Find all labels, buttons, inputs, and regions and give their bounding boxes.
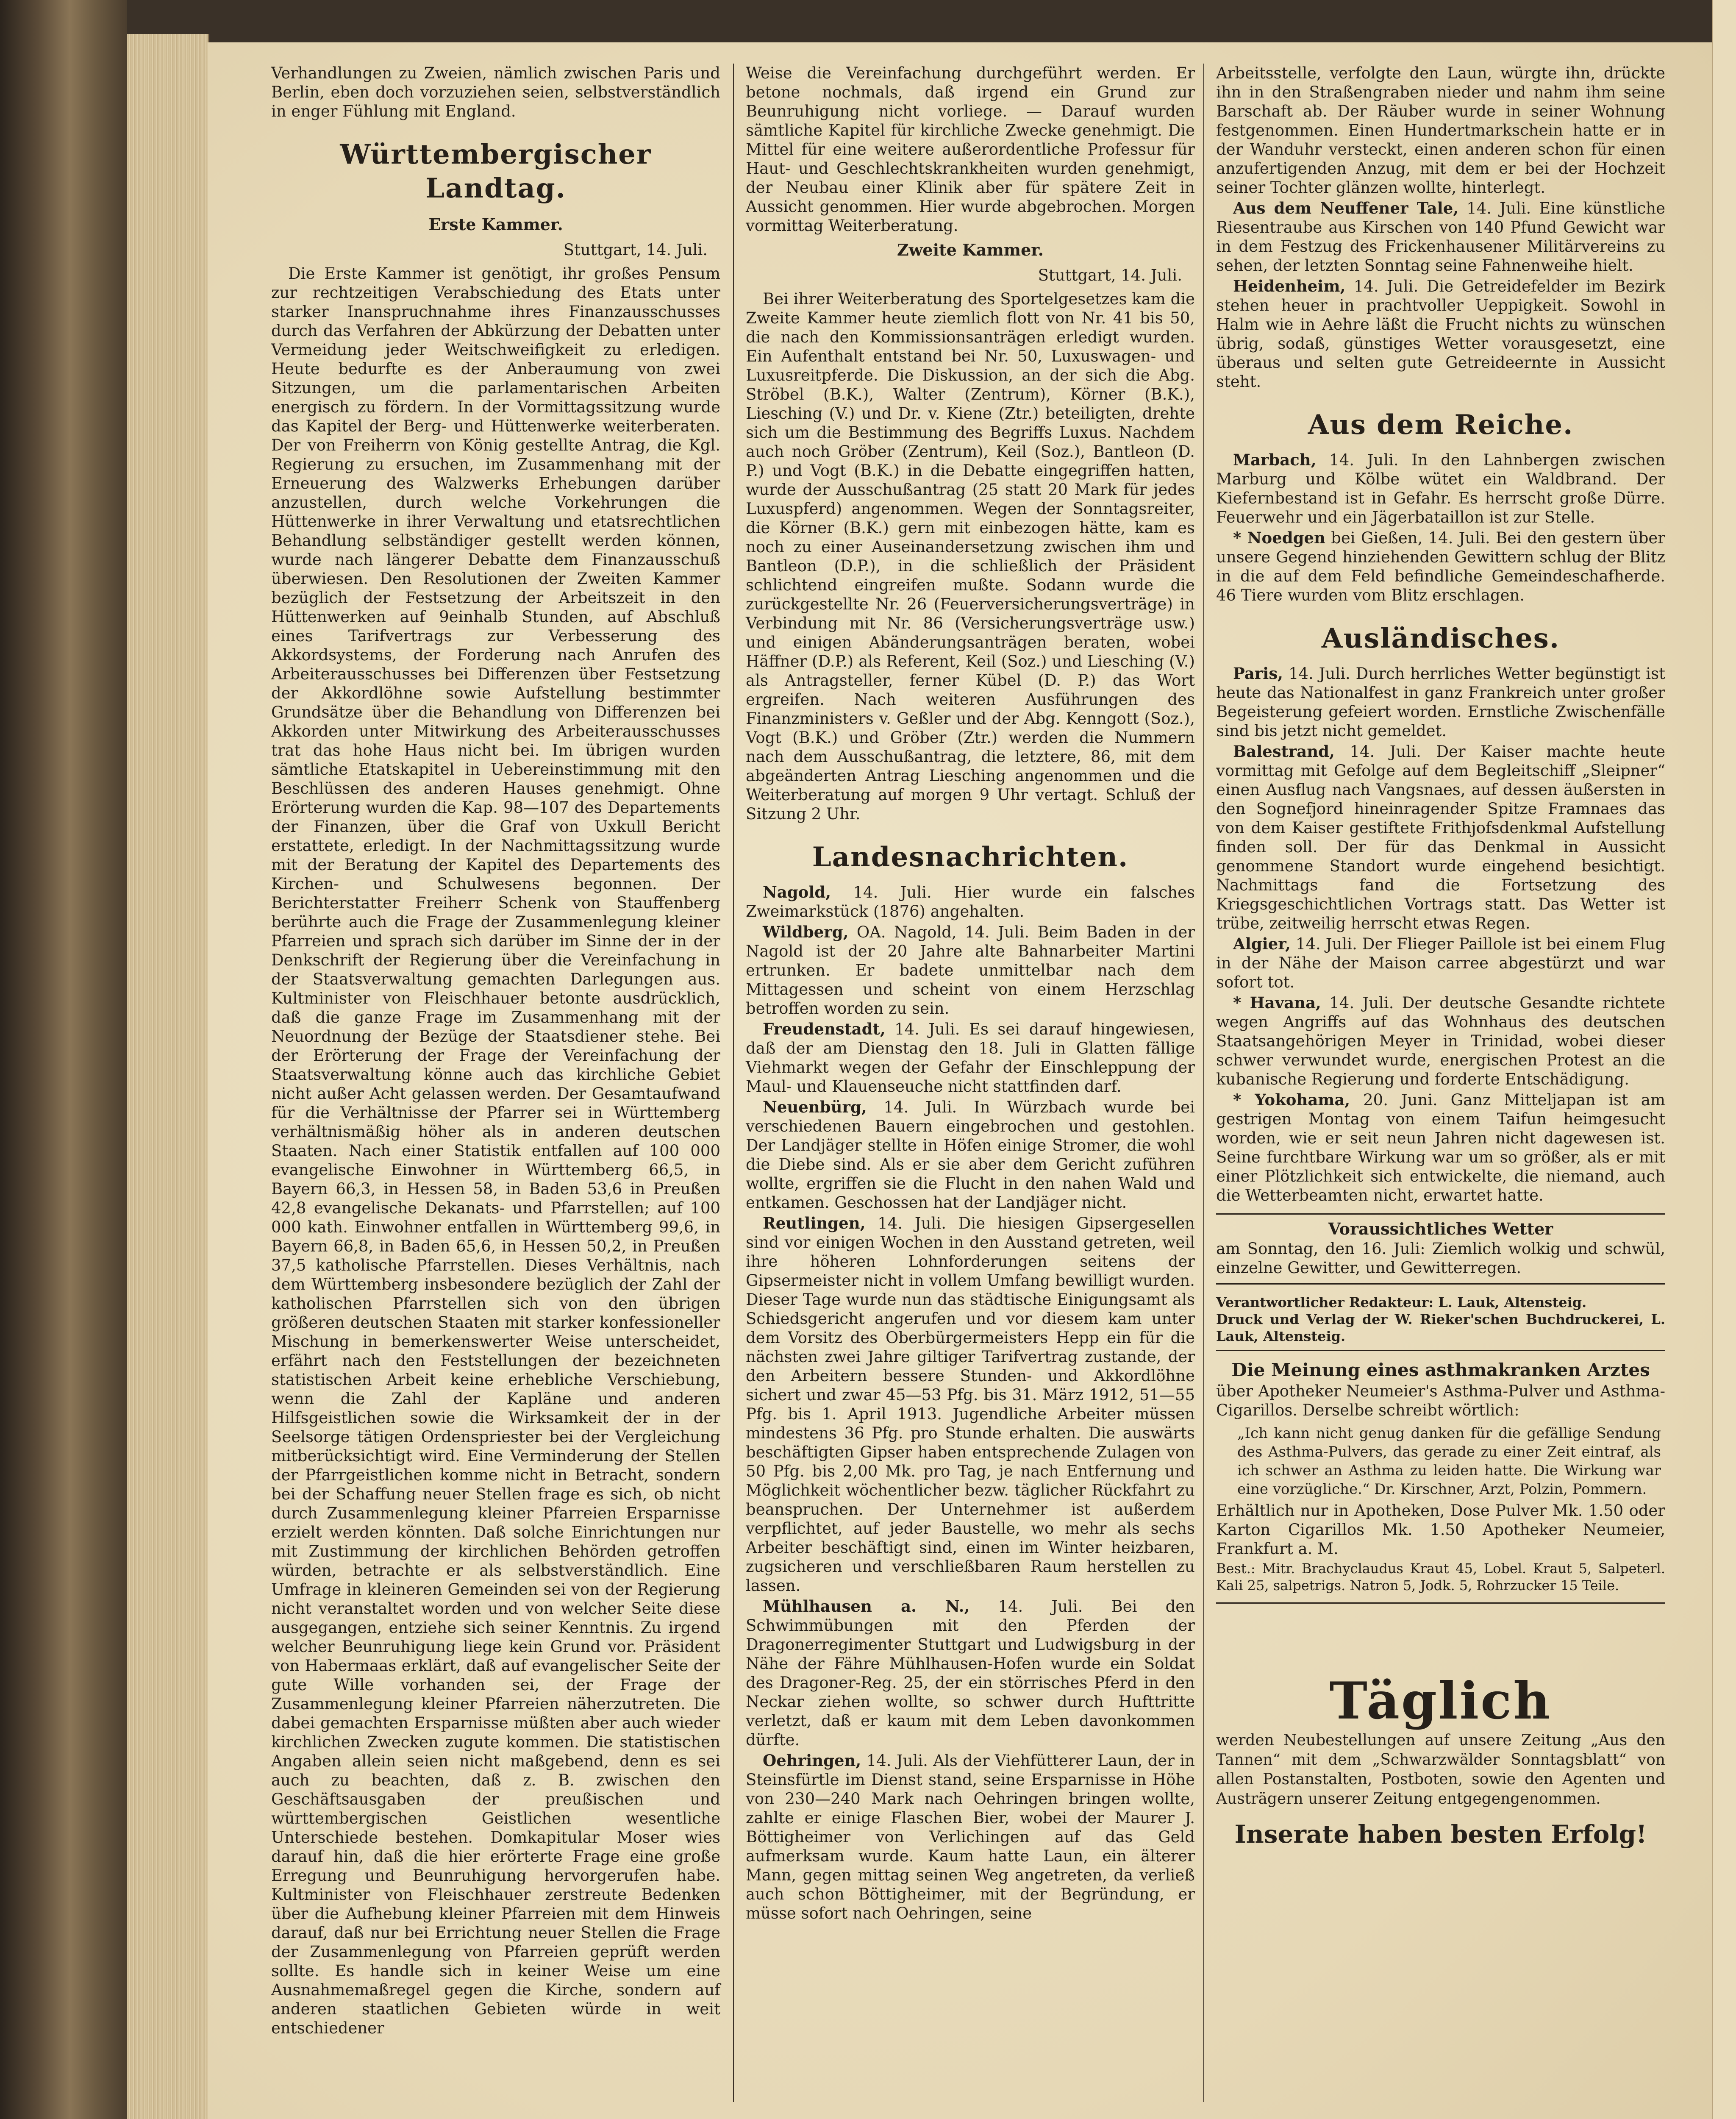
section-title-landtag: Württembergischer Landtag.	[340, 139, 652, 204]
news-place: Aus dem Neuffener Tale,	[1233, 199, 1459, 217]
news-place: * Yokohama,	[1233, 1090, 1350, 1109]
subscription-notice	[1216, 1671, 1665, 1851]
news-item	[1216, 993, 1665, 1089]
news-text: 14. Juli. Bei den Schwimmübungen mit den Pferden der Dragonerregimenter Stuttgart und Ludwigsburg in der Nähe der Fähre Mühlhausen-Hofen wurde ein Soldat des Dragoner-Reg. 25, der ein störrisches Pferd in den Neckar ziehen wollte, so schwer durch Hufttritte verletzt, daß er kaum mit dem Leben davonkommen dürfte.	[746, 1597, 1195, 1749]
ad-ingredients: Best.: Mitr. Brachyclaudus Kraut 45, Lobel. Kraut 5, Salpeterl. Kali 25, salpetrigs. Natron 5, Jodk. 5, Rohrzucker 15 Teile.	[1216, 1560, 1665, 1593]
imprint	[1216, 1289, 1665, 1351]
news-item	[746, 883, 1195, 921]
section-title-reich: Aus dem Reiche.	[1308, 409, 1574, 441]
news-place: Reutlingen,	[763, 1214, 866, 1232]
taeglich-text: werden Neubestellungen auf unsere Zeitung „Aus den Tannen“ mit dem „Schwarzwälder Sonntagsblatt“ von allen Postanstalten, Postboten, sowie den Agenten und Austrägern unserer Zeitung entgegengenommen.	[1216, 1732, 1665, 1808]
news-place: Neuenbürg,	[763, 1098, 867, 1116]
news-text: OA. Nagold, 14. Juli. Beim Baden in der Nagold ist der 20 Jahre alte Bahnarbeiter Martini ertrunken. Er badete unmittelbar nach dem Mittagessen und scheint von einem Herzschlag betroffen worden zu sein.	[746, 923, 1195, 1018]
news-item	[1216, 742, 1665, 933]
news-text: 14. Juli. Eine künstliche Riesentraube aus Kirschen von 140 Pfund Gewicht war in dem Festzug des Frickenhausener Militärvereins zu sehen, der letzten Sonntag seine Fahnenweihe hielt.	[1216, 199, 1665, 275]
chamber1-dateline: Stuttgart, 14. Juli.	[563, 241, 708, 259]
news-place: Paris,	[1233, 664, 1283, 683]
inserate-slogan: Inserate haben besten Erfolg!	[1234, 1820, 1647, 1849]
news-item	[1216, 528, 1665, 605]
news-item	[1216, 934, 1665, 992]
news-item	[1216, 664, 1665, 740]
chamber1-continuation: Weise die Vereinfachung durchgeführt werden. Er betone nochmals, daß irgend ein Grund zur Beunruhigung nicht vorliege. — Darauf wurden sämtliche Kapitel für kirchliche Zwecke genehmigt. Die Mittel für eine weitere außerordentliche Professur für Haut- und Geschlechtskrankheiten wurden genehmigt, der Neubau einer Klinik aber für spätere Zeit in Aussicht genommen. Hier wurde abgebrochen. Morgen vormittag Weiterberatung.	[746, 64, 1195, 235]
weather-title: Voraussichtliches Wetter	[1328, 1219, 1553, 1238]
column-2	[746, 64, 1195, 1924]
news-item	[1216, 450, 1665, 527]
news-place: Heidenheim,	[1233, 277, 1346, 295]
column-rule	[1203, 64, 1204, 2102]
news-text: 20. Juni. Ganz Mitteljapan ist am gestrigen Montag von einem Taifun heimgesucht worden, wie er seit neun Jahren nicht dagewesen ist. Seine furchtbare Wirkung war um so größer, als er mit einer Plötzlichkeit sich entwickelte, die niemand, auch die Wetterbeamten nicht, erwartet hatte.	[1216, 1091, 1665, 1204]
news-place: Marbach,	[1233, 450, 1317, 469]
chamber1-title: Erste Kammer.	[428, 215, 563, 234]
section-title-ausland: Ausländisches.	[1321, 623, 1560, 654]
news-text: 14. Juli. Der deutsche Gesandte richtete wegen Angriffs auf das Wohnhaus des deutschen Staatsangehörigen Meyer in Trinidad, wobei dieser schwer verwundet wurde, energischen Protest an die kubanische Regierung und forderte Entschädigung.	[1216, 994, 1665, 1088]
news-text: 14. Juli. Als der Viehfütterer Laun, der in Steinsfürtle im Dienst stand, seine Ersparnisse in Höhe von 230—240 Mark nach Oehringen bringen wollte, zahlte er einige Flaschen Bier, wobei der Maurer J. Böttigheimer von Verlichingen auf das Geld aufmerksam wurde. Kaum hatte Laun, ein älterer Mann, gegen mittag seinen Weg angetreten, da verließ auch schon Böttigheimer, mit der Begründung, er müsse sofort nach Oehringen, seine	[746, 1752, 1195, 1922]
column-3	[1216, 64, 1665, 1851]
book-binding	[0, 0, 127, 2119]
weather-forecast-box	[1216, 1213, 1665, 1285]
news-text: 14. Juli. In den Lahnbergen zwischen Marburg und Kölbe wütet ein Waldbrand. Der Kiefernbestand ist in Gefahr. Es herrscht große Dürre. Feuerwehr und ein Jägerbataillon ist zur Stelle.	[1216, 451, 1666, 526]
section-title-landesnachrichten: Landesnachrichten.	[812, 841, 1129, 873]
news-text: 14. Juli. Hier wurde ein falsches Zweimarkstück (1876) angehalten.	[746, 883, 1195, 920]
imprint-publisher: Druck und Verlag der W. Rieker'schen Buchdruckerei, L. Lauk, Altensteig.	[1216, 1311, 1665, 1344]
column-1	[271, 64, 720, 2039]
chamber1-article: Die Erste Kammer ist genötigt, ihr großes Pensum zur rechtzeitigen Verabschiedung des Etats unter starker Inanspruchnahme ihres Finanzausschusses durch das Verfahren der Abkürzung der Debatten unter Vermeidung jeder Weitschweifigkeit zu erledigen. Heute bedurfte es der Anberaumung von zwei Sitzungen, um die parlamentarischen Arbeiten energisch zu fördern. In der Vormittagssitzung wurde das Kapitel der Berg- und Hüttenwerke weiterberaten. Der von Freiherrn von König gestellte Antrag, die Kgl. Regierung zu ersuchen, im Zusammenhang mit der Erneuerung des Walzwerks Erhebungen darüber anzustellen, durch welche Vorkehrungen die Hüttenwerke in ihrer Verwaltung und etatsrechtlichen Behandlung selbständiger gestellt werden können, wurde nach längerer Debatte dem Finanzausschuß überwiesen. Den Resolutionen der Zweiten Kammer bezüglich der Festsetzung der Arbeitszeit in den Hüttenwerken auf 9einhalb Stunden, auf Abschluß eines Tarifvertrags zur Verbesserung des Akkordsystems, der Forderung nach Anrufen des Arbeiterausschusses bei Differenzen über Festsetzung der Akkordlöhne sowie Aufstellung bestimmter Grundsätze über die Behandlung von Differenzen bei Akkorden unter Mitwirkung des Arbeiterausschusses trat das hohe Haus nicht bei. Im übrigen wurden sämtliche Etatskapitel in Uebereinstimmung mit den Beschlüssen des anderen Hauses genehmigt. Ohne Erörterung wurden die Kap. 98—107 des Departements der Finanzen, über die Graf von Uxkull Bericht erstattete, erledigt. In der Nachmittagssitzung wurde mit der Beratung der Kapitel des Departements des Kirchen- und Schulwesens begonnen. Der Berichterstatter Freiherr Schenk von Stauffenberg berührte auch die Frage der Zusammenlegung kleiner Pfarreien und sprach sich darüber im Sinne der in der Denkschrift der Regierung über die Vereinfachung in der Staatsverwaltung gemachten Darlegungen aus. Kultminister von Fleischhauer betonte ausdrücklich, daß die ganze Frage im Zusammenhang mit der Neuordnung der Bezüge der Staatsdiener stehe. Bei der Erörterung der Frage der Vereinfachung der Staatsverwaltung könne auch das kirchliche Gebiet nicht außer Acht gelassen werden. Der Gesamtaufwand für die Verhältnisse der Pfarrer sei in Württemberg verhältnismäßig höher als in anderen deutschen Staaten. Nach einer Statistik entfallen auf 100 000 evangelische Einwohner in Württemberg 66,5, in Bayern 66,3, in Hessen 58, in Baden 53,6 in Preußen 42,8 evangelische Dekanats- und Pfarrstellen; auf 100 000 kath. Einwohner entfallen in Württemberg 99,6, in Bayern 66,8, in Baden 65,6, in Hessen 50,2, in Preußen 37,5 katholische Pfarrstellen. Dieses Verhältnis, nach dem Württemberg insbesondere bezüglich der Zahl der katholischen Pfarrstellen sich von den übrigen größeren deutschen Staaten mit starker konfessioneller Mischung in bemerkenswerter Weise unterscheidet, erfährt nach den Feststellungen der bezeichneten statistischen Arbeit keine erhebliche Verschiebung, wenn die Zahl der Kapläne und anderen Hilfsgeistlichen sowie die Wirksamkeit der in der Seelsorge tätigen Ordenspriester bei der Vergleichung mitberücksichtigt wird. Eine Verminderung der Stellen der Pfarrgeistlichen komme nicht in Betracht, sondern bei der Schaffung neuer Stellen frage es sich, ob nicht durch Zusammenlegung kleiner Pfarreien Ersparnisse erzielt werden könnten. Daß solche Einrichtungen nur mit Zustimmung der kirchlichen Behörden getroffen würden, betrachte er als selbstverständlich. Eine Umfrage in kleineren Gemeinden sei von der Regierung nicht veranstaltet worden und von welcher Seite diese ausgegangen, entziehe sich seiner Kenntnis. Zu irgend welcher Beunruhigung liege kein Grund vor. Präsident von Habermaas erklärt, daß auf evangelischer Seite der gute Wille vorhanden sei, der Frage der Zusammenlegung kleiner Pfarreien näherzutreten. Die dabei gemachten Ersparnisse müßten aber auch wieder kirchlichen Zwecken zugute kommen. Die statistischen Angaben allein seien nicht maßgebend, denn es sei auch zu beachten, daß z. B. zwischen den Geschäftsausgaben der preußischen und württembergischen Geistlichen wesentliche Unterschiede bestehen. Domkapitular Moser wies darauf hin, daß die hier erörterte Frage eine große Erregung und Beunruhigung hervorgerufen habe. Kultminister von Fleischhauer zerstreute Bedenken über die Aufhebung kleiner Pfarreien mit dem Hinweis darauf, daß nur bei Errichtung neuer Stellen die Frage der Zusammenlegung von Pfarreien geprüft werden sollte. Es handle sich in keiner Weise um eine Ausnahmemaßregel gegen die Kirche, sondern auf anderen staatlichen Gebieten würde in weit entschiedener	[271, 264, 720, 2037]
chamber2-article: Bei ihrer Weiterberatung des Sportelgesetzes kam die Zweite Kammer heute ziemlich flott von Nr. 41 bis 50, die nach den Kommissionsanträgen erledigt wurden. Ein Aufenthalt entstand bei Nr. 50, Luxuswagen- und Luxusreitpferde. Die Diskussion, an der sich die Abg. Ströbel (B.K.), Walter (Zentrum), Körner (B.K.), Liesching (V.) und Dr. v. Kiene (Ztr.) beteiligten, drehte sich um die Bestimmung des Begriffs Luxus. Nachdem auch noch Gröber (Zentrum), Keil (Soz.), Bantleon (D. P.) und Vogt (B.K.) in die Debatte eingegriffen hatten, wurde der Ausschußantrag (25 statt 20 Mark für jedes Luxuspferd) angenommen. Wegen der Sonntagsreiter, die Körner (B.K.) gern mit einbezogen hätte, kam es noch zu einer Auseinandersetzung zwischen ihm und Bantleon (D.P.), in die schließlich der Präsident schlichtend eingreifen mußte. Sodann wurde die zurückgestellte Nr. 26 (Feuerversicherungsverträge) in Verbindung mit Nr. 86 (Versicherungsverträge usw.) und einigen Abänderungsanträgen beraten, wobei Häffner (D.P.) als Referent, Keil (Soz.) und Liesching (V.) als Antragsteller, ferner Kübel (D. P.) das Wort ergreifen. Nach weiteren Ausführungen des Finanzministers v. Geßler und der Abg. Kenngott (Soz.), Vogt (B.K.) und Gröber (Ztr.) werden die Nummern nach dem Ausschußantrag, die letztere, 86, mit dem abgeänderten Antrag Liesching angenommen und die Weiterberatung auf morgen 9 Uhr vertagt. Schluß der Sitzung 2 Uhr.	[746, 290, 1195, 823]
news-place: Mühlhausen a. N.,	[763, 1597, 970, 1616]
news-place: Nagold,	[763, 883, 831, 901]
news-text: bei Gießen, 14. Juli. Bei den gestern über unsere Gegend hinziehenden Gewittern schlug der Blitz in die auf dem Feld befindliche Gemeindeschafherde. 46 Tiere wurden vom Blitz erschlagen.	[1216, 529, 1665, 604]
news-place: Oehringen,	[763, 1751, 861, 1770]
ad-intro: über Apotheker Neumeier's Asthma-Pulver und Asthma-Cigarillos. Derselbe schreibt wörtlich:	[1216, 1382, 1665, 1419]
news-place: Algier,	[1233, 934, 1291, 953]
news-item	[1216, 1090, 1665, 1205]
news-text: 14. Juli. Der Kaiser machte heute vormittag mit Gefolge auf dem Begleitschiff „Sleipner“ einen Ausflug nach Vangsnaes, auf dessen äußersten in den Sognefjord hineinragender Spitze Framnaes das von dem Kaiser gestiftete Frithjofsdenkmal Aufstellung finden soll. Der für das Denkmal in Aussicht genommene Standort wurde eingehend besichtigt. Nachmittags fand die Fortsetzung des Kriegsgeschichtlichen Vortrags statt. Das Wetter ist trübe, zeitweilig herrscht etwas Regen.	[1216, 742, 1666, 932]
chamber2-title: Zweite Kammer.	[897, 240, 1044, 259]
news-place: * Noedgen	[1233, 528, 1325, 547]
ad-title: Die Meinung eines asthmakranken Arztes	[1231, 1360, 1650, 1380]
news-item	[746, 1597, 1195, 1749]
news-text: 14. Juli. In Würzbach wurde bei verschiedenen Bauern eingebrochen und gestohlen. Der Landjäger stellte in Höfen einige Stromer, die wohl die Diebe sind. Als er sie aber dem Gericht zuführen wollte, ergriffen sie die Flucht in den nahen Wald und entkamen. Geschossen hat der Landjäger nicht.	[746, 1098, 1195, 1212]
news-item	[746, 923, 1195, 1018]
asthma-advertisement	[1216, 1356, 1665, 1604]
news-item	[1216, 199, 1665, 275]
imprint-editor: Verantwortlicher Redakteur: L. Lauk, Altensteig.	[1216, 1294, 1587, 1310]
taeglich-heading: Täglich	[1329, 1671, 1552, 1731]
oehringen-continuation: Arbeitsstelle, verfolgte den Laun, würgte ihn, drückte ihn in den Straßengraben nieder und nahm ihm seine Barschaft ab. Der Räuber wurde in seiner Wohnung festgenommen. Einen Hundertmarkschein hatte er in der Wanduhr versteckt, einen anderen schon für einen anzufertigenden Anzug, mit dem er bei der Hochzeit seiner Tochter glänzen wollte, hinterlegt.	[1216, 64, 1665, 197]
ad-price: Erhältlich nur in Apotheken, Dose Pulver Mk. 1.50 oder Karton Cigarillos Mk. 1.50 Apotheker Neumeier, Frankfurt a. M.	[1216, 1502, 1665, 1558]
column-rule	[733, 64, 734, 2102]
chamber2-dateline: Stuttgart, 14. Juli.	[1038, 266, 1182, 284]
news-item	[746, 1751, 1195, 1923]
news-item	[746, 1098, 1195, 1212]
news-text: 14. Juli. Die hiesigen Gipsergesellen sind vor einigen Wochen in den Ausstand getreten, weil ihre höheren Lohnforderungen seitens der Gipsermeister nicht in vollem Umfang bewilligt wurden. Dieser Tage wurde nun das städtische Einigungsamt als Schiedsgericht angerufen und vor diesem kam unter dem Vorsitz des Oberbürgermeisters Hepp ein für die nächsten zwei Jahre giltiger Tarifvertrag zustande, der den Arbeitern bessere Stunden- und Akkordlöhne sichert und zwar 45—53 Pfg. bis 31. März 1912, 51—55 Pfg. bis 1. April 1913. Jugendliche Arbeiter müssen mindestens 36 Pfg. pro Stunde erhalten. Die auswärts beschäftigten Gipser haben entsprechende Zulagen von 50 Pfg. bis 2,00 Mk. pro Tag, je nach Entfernung und Möglichkeit wöchentlicher bezw. täglicher Rückfahrt zu beanspruchen. Der Unternehmer ist außerdem verpflichtet, auf jeder Baustelle, wo mehr als sechs Arbeiter beschäftigt sind, einen im Winter heizbaren, zugsicheren und verschließbaren Raum herstellen zu lassen.	[746, 1214, 1195, 1595]
news-place: Wildberg,	[763, 923, 849, 941]
news-item	[746, 1020, 1195, 1096]
ad-quote: „Ich kann nicht genug danken für die gefällige Sendung des Asthma-Pulvers, das gerade zu einer Zeit eintraf, als ich schwer an Asthma zu leiden hatte. Die Wirkung war eine vorzügliche.“ Dr. Kirschner, Arzt, Polzin, Pommern.	[1237, 1425, 1661, 1498]
news-place: * Havana,	[1233, 993, 1321, 1012]
intro-paragraph: Verhandlungen zu Zweien, nämlich zwischen Paris und Berlin, eben doch vorzuziehen seien, selbstverständlich in enger Fühlung mit England.	[271, 64, 720, 120]
news-text: 14. Juli. Durch herrliches Wetter begünstigt ist heute das Nationalfest in ganz Frankreich unter großer Begeisterung gefeiert worden. Ernstliche Zwischenfälle sind bis jetzt nicht gemeldet.	[1216, 665, 1665, 740]
news-item	[1216, 277, 1665, 391]
news-place: Balestrand,	[1233, 742, 1335, 761]
facing-page-edge	[1712, 0, 1736, 2119]
weather-text: am Sonntag, den 16. Juli: Ziemlich wolkig und schwül, einzelne Gewitter, und Gewitterregen.	[1216, 1240, 1665, 1277]
news-text: 14. Juli. Die Getreidefelder im Bezirk stehen heuer in prachtvoller Ueppigkeit. Sowohl in Halm wie in Aehre läßt die Frucht nichts zu wünschen übrig, sodaß, günstiges Wetter vorausgesetzt, eine überaus und selten gute Getreideernte in Aussicht steht.	[1216, 277, 1665, 391]
page-stack-edges	[127, 34, 209, 2119]
news-text: 14. Juli. Es sei darauf hingewiesen, daß der am Dienstag den 18. Juli in Glatten fällige Viehmarkt wegen der Gefahr der Einschleppung der Maul- und Klauenseuche nicht stattfinden darf.	[746, 1020, 1195, 1096]
news-text: 14. Juli. Der Flieger Paillole ist bei einem Flug in der Nähe der Maison carree abgestürzt und war sofort tot.	[1216, 935, 1665, 991]
news-item	[746, 1214, 1195, 1595]
news-place: Freudenstadt,	[763, 1020, 886, 1038]
